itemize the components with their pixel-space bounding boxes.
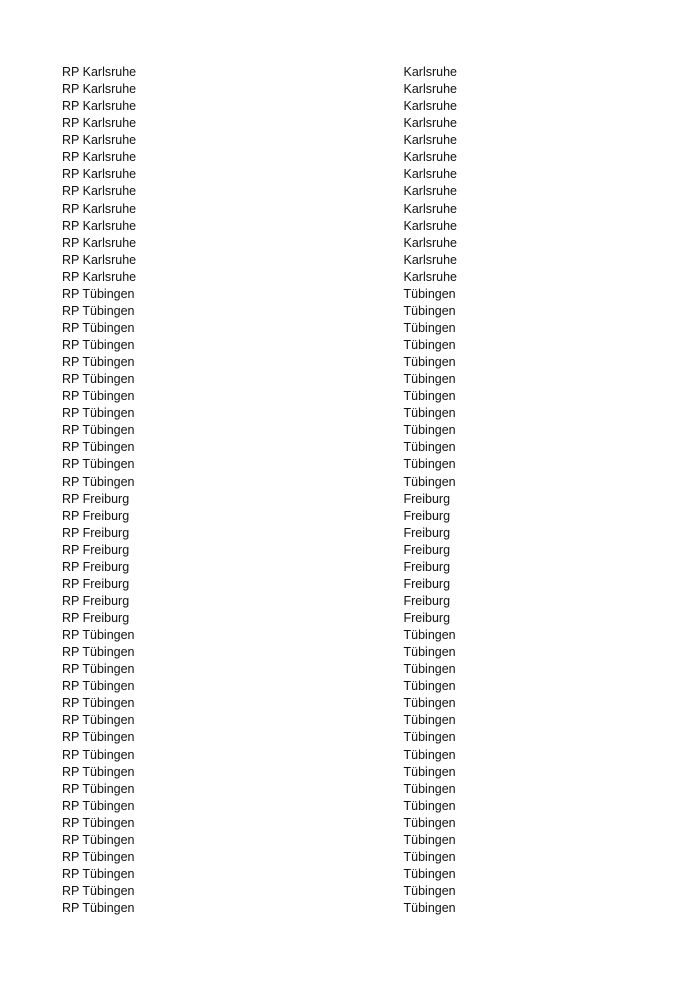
table-row xyxy=(62,320,482,337)
table-row xyxy=(62,98,482,115)
region-cell: RP Karlsruhe xyxy=(62,269,137,284)
city-cell: Tübingen xyxy=(403,320,456,335)
table-row xyxy=(62,644,482,661)
table-row xyxy=(62,610,482,627)
city-cell: Freiburg xyxy=(403,542,451,557)
table-row xyxy=(62,559,482,576)
region-cell: RP Freiburg xyxy=(62,576,130,591)
region-cell: RP Karlsruhe xyxy=(62,201,137,216)
table-row xyxy=(62,764,482,781)
data-table xyxy=(62,64,482,917)
region-cell: RP Tübingen xyxy=(62,679,135,694)
city-cell: Tübingen xyxy=(403,389,456,404)
region-cell: RP Tübingen xyxy=(62,286,135,301)
table-row xyxy=(62,115,482,132)
region-cell: RP Freiburg xyxy=(62,559,130,574)
region-cell: RP Tübingen xyxy=(62,406,135,421)
city-cell: Tübingen xyxy=(403,457,456,472)
city-cell: Tübingen xyxy=(403,355,456,370)
region-cell: RP Tübingen xyxy=(62,645,135,660)
region-cell: RP Karlsruhe xyxy=(62,184,137,199)
city-cell: Karlsruhe xyxy=(403,150,457,165)
city-cell: Karlsruhe xyxy=(403,184,457,199)
region-cell: RP Karlsruhe xyxy=(62,99,137,114)
city-cell: Tübingen xyxy=(403,815,456,830)
table-row xyxy=(62,456,482,473)
city-cell: Tübingen xyxy=(403,474,456,489)
table-row xyxy=(62,269,482,286)
city-cell: Freiburg xyxy=(403,593,451,608)
table-row xyxy=(62,678,482,695)
table-row xyxy=(62,64,482,81)
city-cell: Tübingen xyxy=(403,713,456,728)
city-cell: Tübingen xyxy=(403,730,456,745)
city-cell: Tübingen xyxy=(403,628,456,643)
region-cell: RP Tübingen xyxy=(62,849,135,864)
city-cell: Tübingen xyxy=(403,866,456,881)
region-cell: RP Tübingen xyxy=(62,798,135,813)
table-row xyxy=(62,747,482,764)
table-row xyxy=(62,218,482,235)
table-row xyxy=(62,388,482,405)
table-row xyxy=(62,371,482,388)
table-row xyxy=(62,439,482,456)
region-cell: RP Freiburg xyxy=(62,508,130,523)
region-cell: RP Tübingen xyxy=(62,628,135,643)
table-row xyxy=(62,422,482,439)
table-row xyxy=(62,593,482,610)
table-row xyxy=(62,286,482,303)
region-cell: RP Freiburg xyxy=(62,593,130,608)
region-cell: RP Karlsruhe xyxy=(62,235,137,250)
table-row xyxy=(62,576,482,593)
city-cell: Karlsruhe xyxy=(403,218,457,233)
table-row xyxy=(62,729,482,746)
region-cell: RP Tübingen xyxy=(62,423,135,438)
city-cell: Freiburg xyxy=(403,525,451,540)
city-cell: Karlsruhe xyxy=(403,201,457,216)
region-cell: RP Karlsruhe xyxy=(62,252,137,267)
table-row xyxy=(62,337,482,354)
region-cell: RP Tübingen xyxy=(62,662,135,677)
city-cell: Freiburg xyxy=(403,576,451,591)
region-cell: RP Tübingen xyxy=(62,338,135,353)
table-row xyxy=(62,798,482,815)
city-cell: Karlsruhe xyxy=(403,65,457,80)
city-cell: Tübingen xyxy=(403,423,456,438)
region-cell: RP Tübingen xyxy=(62,320,135,335)
table-row xyxy=(62,491,482,508)
city-cell: Tübingen xyxy=(403,696,456,711)
table-row xyxy=(62,201,482,218)
table-row xyxy=(62,474,482,491)
city-cell: Tübingen xyxy=(403,440,456,455)
region-cell: RP Karlsruhe xyxy=(62,82,137,97)
region-cell: RP Tübingen xyxy=(62,764,135,779)
table-row xyxy=(62,525,482,542)
city-cell: Karlsruhe xyxy=(403,252,457,267)
region-cell: RP Tübingen xyxy=(62,713,135,728)
city-cell: Tübingen xyxy=(403,645,456,660)
region-cell: RP Karlsruhe xyxy=(62,150,137,165)
city-cell: Karlsruhe xyxy=(403,82,457,97)
table-row xyxy=(62,303,482,320)
table-row xyxy=(62,900,482,917)
region-cell: RP Tübingen xyxy=(62,457,135,472)
region-cell: RP Tübingen xyxy=(62,866,135,881)
city-cell: Tübingen xyxy=(403,798,456,813)
city-cell: Freiburg xyxy=(403,559,451,574)
region-cell: RP Tübingen xyxy=(62,832,135,847)
table-row xyxy=(62,542,482,559)
city-cell: Karlsruhe xyxy=(403,116,457,131)
region-cell: RP Tübingen xyxy=(62,815,135,830)
region-cell: RP Tübingen xyxy=(62,303,135,318)
region-cell: RP Tübingen xyxy=(62,901,135,916)
city-cell: Karlsruhe xyxy=(403,235,457,250)
region-cell: RP Freiburg xyxy=(62,491,130,506)
region-cell: RP Karlsruhe xyxy=(62,133,137,148)
table-row xyxy=(62,866,482,883)
city-cell: Tübingen xyxy=(403,372,456,387)
region-cell: RP Karlsruhe xyxy=(62,167,137,182)
region-cell: RP Tübingen xyxy=(62,696,135,711)
city-cell: Tübingen xyxy=(403,679,456,694)
city-cell: Freiburg xyxy=(403,491,451,506)
table-row xyxy=(62,627,482,644)
table-row xyxy=(62,781,482,798)
table-row xyxy=(62,883,482,900)
table-row xyxy=(62,132,482,149)
city-cell: Tübingen xyxy=(403,286,456,301)
city-cell: Tübingen xyxy=(403,406,456,421)
region-cell: RP Tübingen xyxy=(62,355,135,370)
city-cell: Tübingen xyxy=(403,764,456,779)
region-cell: RP Tübingen xyxy=(62,440,135,455)
table-row xyxy=(62,849,482,866)
region-cell: RP Tübingen xyxy=(62,474,135,489)
region-cell: RP Tübingen xyxy=(62,730,135,745)
region-cell: RP Freiburg xyxy=(62,542,130,557)
city-cell: Freiburg xyxy=(403,611,451,626)
city-cell: Tübingen xyxy=(403,338,456,353)
region-cell: RP Tübingen xyxy=(62,781,135,796)
table-row xyxy=(62,661,482,678)
city-cell: Tübingen xyxy=(403,662,456,677)
table-row xyxy=(62,235,482,252)
table-row xyxy=(62,252,482,269)
city-cell: Tübingen xyxy=(403,303,456,318)
city-cell: Freiburg xyxy=(403,508,451,523)
table-row xyxy=(62,508,482,525)
city-cell: Tübingen xyxy=(403,884,456,899)
city-cell: Karlsruhe xyxy=(403,167,457,182)
city-cell: Tübingen xyxy=(403,832,456,847)
region-cell: RP Freiburg xyxy=(62,525,130,540)
city-cell: Karlsruhe xyxy=(403,269,457,284)
table-row xyxy=(62,183,482,200)
region-cell: RP Tübingen xyxy=(62,389,135,404)
table-row xyxy=(62,712,482,729)
region-cell: RP Karlsruhe xyxy=(62,218,137,233)
city-cell: Tübingen xyxy=(403,849,456,864)
region-cell: RP Tübingen xyxy=(62,884,135,899)
table-row xyxy=(62,815,482,832)
city-cell: Tübingen xyxy=(403,747,456,762)
table-row xyxy=(62,695,482,712)
region-cell: RP Freiburg xyxy=(62,611,130,626)
region-cell: RP Tübingen xyxy=(62,372,135,387)
table-row xyxy=(62,149,482,166)
region-cell: RP Karlsruhe xyxy=(62,65,137,80)
city-cell: Karlsruhe xyxy=(403,99,457,114)
city-cell: Karlsruhe xyxy=(403,133,457,148)
table-row xyxy=(62,354,482,371)
city-cell: Tübingen xyxy=(403,901,456,916)
table-row xyxy=(62,166,482,183)
city-cell: Tübingen xyxy=(403,781,456,796)
region-cell: RP Tübingen xyxy=(62,747,135,762)
table-row xyxy=(62,81,482,98)
region-cell: RP Karlsruhe xyxy=(62,116,137,131)
table-row xyxy=(62,405,482,422)
table-row xyxy=(62,832,482,849)
